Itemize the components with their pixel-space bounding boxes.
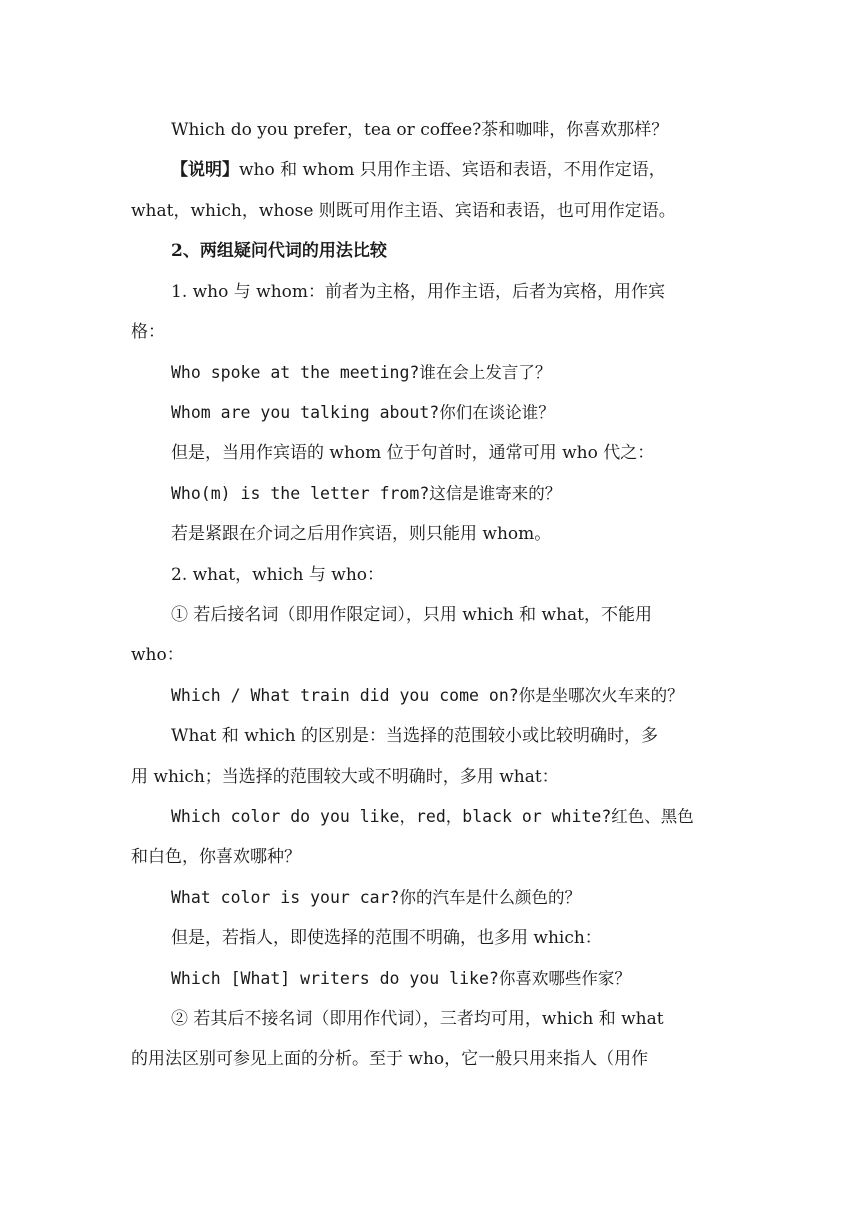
body-line: who：: [131, 645, 184, 665]
body-line: 的用法区别可参见上面的分析。至于 who，它一般只用来指人（用作: [131, 1049, 649, 1069]
example-line: Which / What train did you come on?你是坐哪次火车来的？: [171, 686, 684, 705]
body-line: What 和 which 的区别是：当选择的范围较小或比较明确时，多: [171, 726, 659, 746]
section-heading: 2、两组疑问代词的用法比较: [171, 241, 387, 261]
example-line: Which [What] writers do you like?你喜欢哪些作家？: [171, 969, 631, 988]
note-paragraph-line: what，which，whose 则既可用作主语、宾语和表语，也可用作定语。: [131, 201, 676, 221]
body-line: 但是，若指人，即使选择的范围不明确，也多用 which：: [171, 928, 602, 948]
body-line: ① 若后接名词（即用作限定词），只用 which 和 what，不能用: [171, 605, 652, 625]
example-line: Who(m) is the letter from?这信是谁寄来的？: [171, 484, 562, 503]
subsection-line: 格：: [131, 322, 165, 342]
body-line: 但是，当用作宾语的 whom 位于句首时，通常可用 who 代之：: [171, 443, 655, 463]
body-line: 若是紧跟在介词之后用作宾语，则只能用 whom。: [171, 524, 552, 544]
example-line: Who spoke at the meeting?谁在会上发言了？: [171, 363, 552, 382]
subsection-line: 1. who 与 whom：前者为主格，用作主语，后者为宾格，用作宾: [171, 282, 666, 302]
body-line: ② 若其后不接名词（即用作代词），三者均可用，which 和 what: [171, 1009, 664, 1029]
note-text: who 和 whom 只用作主语、宾语和表语，不用作定语，: [239, 160, 666, 180]
example-line: 和白色，你喜欢哪种？: [131, 847, 301, 867]
subsection-line: 2. what，which 与 who：: [171, 565, 385, 585]
example-line: Which color do you like，red，black or white?红色、黑色: [171, 807, 694, 826]
note-heading: 【说明】: [171, 160, 239, 180]
example-line: Which do you prefer，tea or coffee?茶和咖啡，你喜欢那样？: [171, 120, 669, 140]
example-line: Whom are you talking about?你们在谈论谁？: [171, 403, 555, 422]
note-paragraph-line: [171, 158, 771, 182]
body-line: 用 which；当选择的范围较大或不明确时，多用 what：: [131, 767, 559, 787]
example-line: What color is your car?你的汽车是什么颜色的？: [171, 888, 581, 907]
